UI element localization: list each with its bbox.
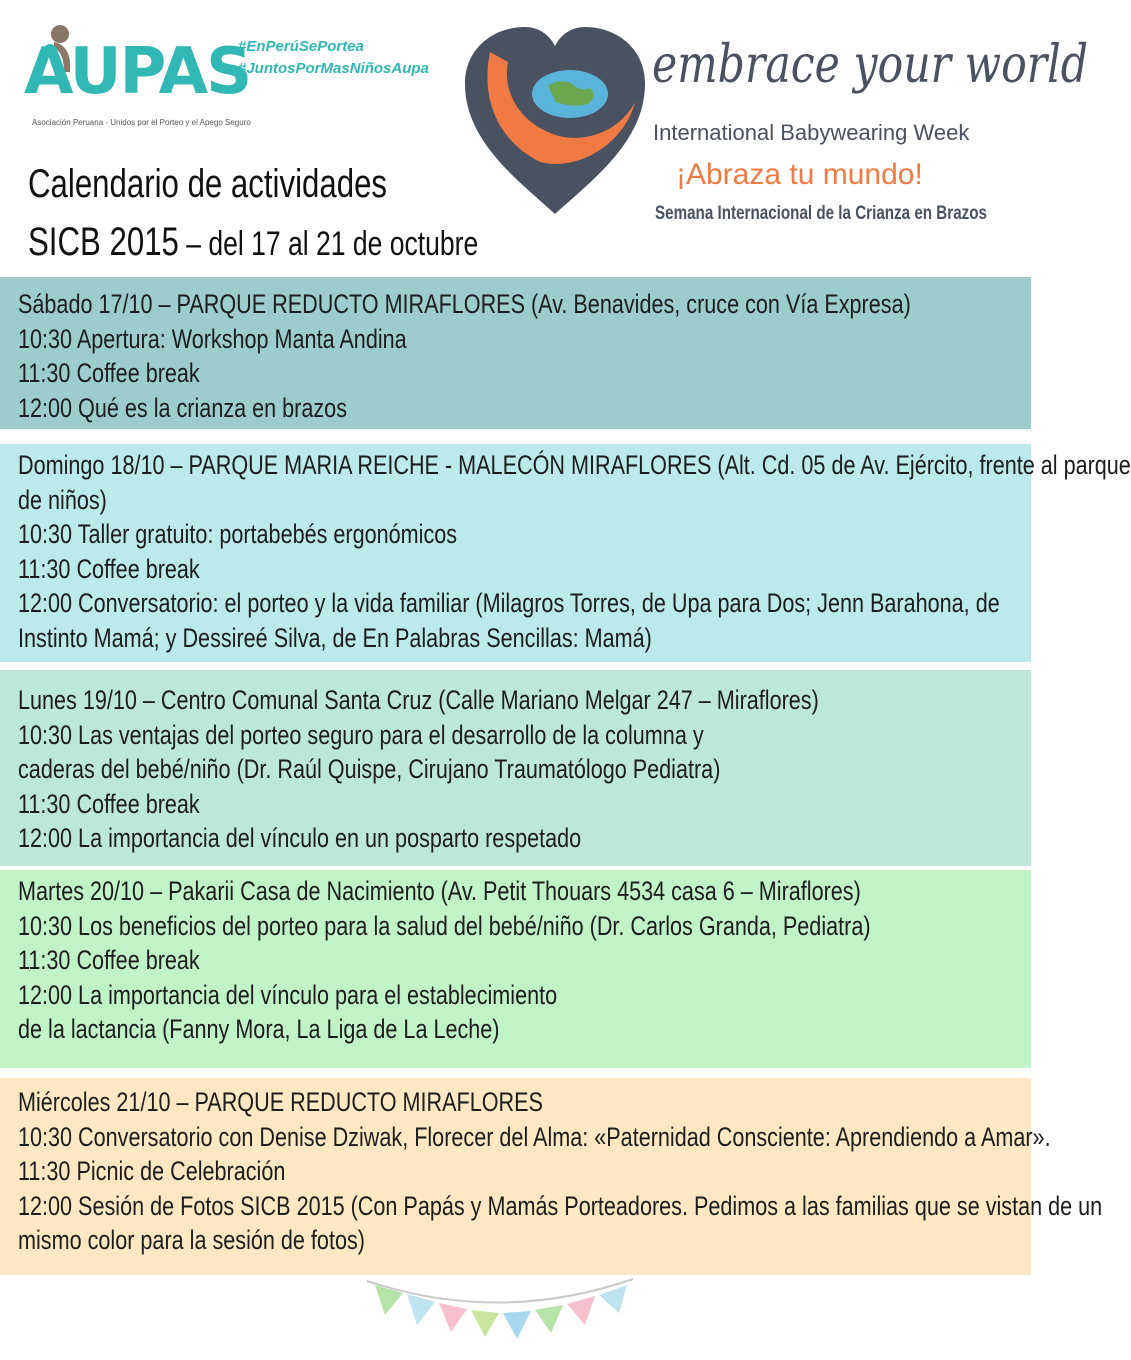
activity-line: 11:30 Picnic de Celebración <box>18 1156 286 1186</box>
hashtag-en-peru: #EnPerúSePortea <box>238 38 364 55</box>
day-heading: Lunes 19/10 – Centro Comunal Santa Cruz (Calle Mariano Melgar 247 – Miraflores) <box>18 685 819 715</box>
bunting-flags-icon <box>365 1275 635 1350</box>
international-babywearing-week: International Babywearing Week <box>653 120 970 145</box>
activity-line: 11:30 Coffee break <box>18 788 200 819</box>
activity-line: 10:30 Conversatorio con Denise Dziwak, Florecer del Alma: «Paternidad Consciente: Aprendiendo a Amar». <box>18 1121 1051 1152</box>
embrace-your-world-script: embrace your world <box>652 35 1089 95</box>
title-line-1: Calendario de actividades <box>28 162 388 206</box>
activity-line: 12:00 Conversatorio: el porteo y la vida familiar (Milagros Torres, de Upa para Dos; Jenn Barahona, de <box>18 588 1000 618</box>
day-heading: Sábado 17/10 – PARQUE REDUCTO MIRAFLORES (Av. Benavides, cruce con Vía Expresa) <box>18 289 911 319</box>
day-heading: Miércoles 21/10 – PARQUE REDUCTO MIRAFLORES <box>18 1087 543 1117</box>
title-dates: – del 17 al 21 de octubre <box>178 225 479 263</box>
activity-line: 10:30 Las ventajas del porteo seguro para el desarrollo de la columna y <box>18 719 704 750</box>
day-heading: Martes 20/10 – Pakarii Casa de Nacimiento (Av. Petit Thouars 4534 casa 6 – Miraflores) <box>18 876 861 906</box>
activity-line: 12:00 Sesión de Fotos SICB 2015 (Con Papás y Mamás Porteadores. Pedimos a las familias que se vistan de un <box>18 1190 1103 1221</box>
activity-line-continued: de la lactancia (Fanny Mora, La Liga de La Leche) <box>18 1014 500 1044</box>
title-line-2 <box>28 213 478 273</box>
day-heading: Domingo 18/10 – PARQUE MARIA REICHE - MALECÓN MIRAFLORES (Alt. Cd. 05 de Av. Ejército, frente al parque <box>18 450 1131 480</box>
hashtag-juntos: #JuntosPorMasNiñosAupa <box>238 60 429 77</box>
activity-line: 10:30 Apertura: Workshop Manta Andina <box>18 323 407 354</box>
day-block-miercoles <box>0 1078 1103 1275</box>
activity-line: 10:30 Taller gratuito: portabebés ergonómicos <box>18 519 458 549</box>
activity-line: 11:30 Coffee break <box>18 553 200 584</box>
day-heading-continued: de niños) <box>18 484 107 515</box>
activity-line: 10:30 Los beneficios del porteo para la salud del bebé/niño (Dr. Carlos Granda, Pediatra) <box>18 910 871 941</box>
day-block-lunes <box>0 670 1031 866</box>
abraza-tu-mundo: ¡Abraza tu mundo! <box>676 158 923 191</box>
activity-line-continued: Instinto Mamá; y Dessireé Silva, de En Palabras Sencillas: Mamá) <box>18 622 652 653</box>
title-sicb: SICB 2015 <box>28 220 179 264</box>
day-block-martes <box>0 870 1031 1068</box>
hashtags <box>238 36 429 80</box>
activity-line: 12:00 La importancia del vínculo en un posparto respetado <box>18 823 582 853</box>
activity-line-continued: mismo color para la sesión de fotos) <box>18 1225 365 1255</box>
header <box>0 0 1089 275</box>
semana-internacional: Semana Internacional de la Crianza en Brazos <box>655 203 987 224</box>
activity-line: 12:00 La importancia del vínculo para el establecimiento <box>18 979 558 1010</box>
page-title <box>28 155 478 273</box>
activity-line: 11:30 Coffee break <box>18 358 200 388</box>
day-block-domingo <box>0 444 1131 662</box>
heart-globe-icon <box>460 22 650 222</box>
activity-line-continued: caderas del bebé/niño (Dr. Raúl Quispe, Cirujano Traumatólogo Pediatra) <box>18 754 721 784</box>
activity-line: 11:30 Coffee break <box>18 945 200 975</box>
aupas-wordmark: AUPAS <box>24 35 251 109</box>
day-block-sabado <box>0 277 1031 429</box>
aupas-subtitle: Asociación Peruana - Unidos por el Porteo y el Apego Seguro <box>32 118 251 127</box>
activity-line: 12:00 Qué es la crianza en brazos <box>18 392 347 423</box>
